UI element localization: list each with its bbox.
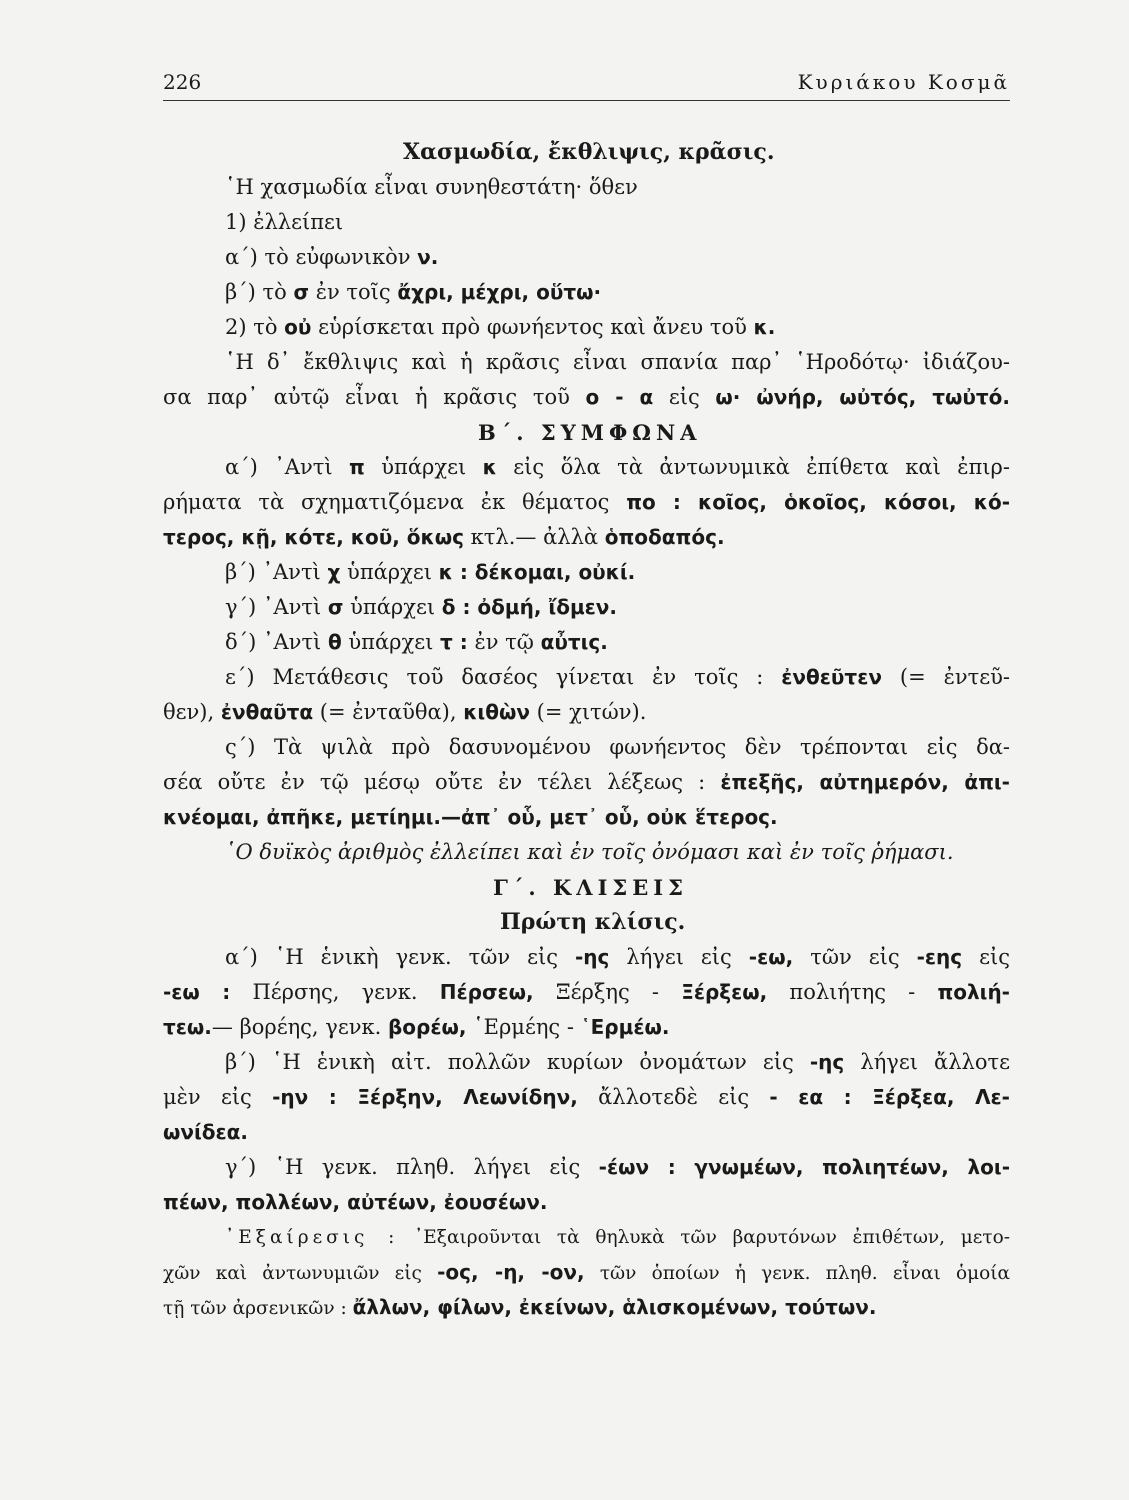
page-body xyxy=(163,135,1010,1325)
text-line: α΄) ῾Η ἑνικὴ γενκ. τῶν εἰς -ης λήγει εἰς -εω, τῶν εἰς -εης εἰς xyxy=(225,945,1010,969)
text-line: α΄) τὸ εὐφωνικὸν ν. xyxy=(225,245,439,269)
text-line: δ΄) ᾽Αντὶ θ ὑπάρχει τ : ἐν τῷ αὖτις. xyxy=(225,630,608,654)
text-line: β΄) ῾Η ἑνικὴ αἰτ. πολλῶν κυρίων ὀνομάτων εἰς -ης λήγει ἄλλοτε xyxy=(225,1050,1010,1074)
text-line: -εω : Πέρσης, γενκ. Πέρσεω, Ξέρξης - Ξέρξεω, πολιήτης - πολιή- xyxy=(163,980,1010,1004)
section-title-declensions: Γ΄. ΚΛΙΣΕΙΣ xyxy=(493,875,688,900)
text-line: θεν), ἐνθαῦτα (= ἐνταῦθα), κιθὼν (= χιτών). xyxy=(163,700,647,724)
text-line: ε΄) Μετάθεσις τοῦ δασέος γίνεται ἐν τοῖς : ἐνθεῦτεν (= ἐντεῦ- xyxy=(225,665,1010,689)
text-line: σα παρ᾽ αὐτῷ εἶναι ἡ κρᾶσις τοῦ ο - α εἰς ω· ὠνήρ, ωὐτός, τωὐτό. xyxy=(163,385,1010,409)
text-line: μὲν εἰς -ην : Ξέρξην, Λεωνίδην, ἄλλοτεδὲ εἰς - εα : Ξέρξεα, Λε- xyxy=(163,1085,1010,1109)
text-line: γ΄) ᾽Αντὶ σ ὑπάρχει δ : ὀδμή, ἴδμεν. xyxy=(225,595,618,619)
text-line: ῾Ο δυϊκὸς ἀριθμὸς ἐλλείπει καὶ ἐν τοῖς ὀνόμασι καὶ ἐν τοῖς ῥήμασι. xyxy=(225,840,954,864)
header-rule xyxy=(163,100,1010,101)
text-line: τερος, κῇ, κότε, κοῦ, ὅκως κτλ.— ἀλλὰ ὁποδαπός. xyxy=(163,525,725,549)
text-line: ωνίδεα. xyxy=(163,1120,249,1144)
text-line: πέων, πολλέων, αὐτέων, ἐουσέων. xyxy=(163,1190,548,1214)
text-line: τῇ τῶν ἀρσενικῶν : ἄλλων, φίλων, ἐκείνων, ἁλισκομένων, τούτων. xyxy=(163,1295,877,1319)
text-line: ρήματα τὰ σχηματιζόμενα ἐκ θέματος πο : κοῖος, ὁκοῖος, κόσοι, κό- xyxy=(163,490,1010,514)
text-line: τεω.— βορέης, γενκ. βορέω, ῾Ερμέης - ῾Ερμέω. xyxy=(163,1015,670,1039)
page-header xyxy=(163,70,1010,98)
text-line: β΄) ᾽Αντὶ χ ὑπάρχει κ : δέκομαι, οὐκί. xyxy=(225,560,636,584)
text-line: κνέομαι, ἀπῆκε, μετίημι.—ἀπ᾽ οὗ, μετ᾽ οὗ, οὐκ ἕτερος. xyxy=(163,805,778,829)
subsection-title-first-declension: Πρώτη κλίσις. xyxy=(500,909,686,935)
text-line: β΄) τὸ σ ἐν τοῖς ἄχρι, μέχρι, οὕτω· xyxy=(225,280,602,304)
text-line: ῾Η δ᾽ ἔκθλιψις καὶ ἡ κρᾶσις εἶναι σπανία παρ᾽ ῾Ηροδότῳ· ἰδιάζου- xyxy=(225,350,1010,374)
text-line: ῾Η χασμωδία εἶναι συνηθεστάτη· ὅθεν xyxy=(225,175,638,199)
text-line: 1) ἐλλείπει xyxy=(225,210,344,234)
text-line: ς΄) Τὰ ψιλὰ πρὸ δασυνομένου φωνήεντος δὲν τρέπονται εἰς δα- xyxy=(225,735,1010,759)
text-line: α΄) ᾽Αντὶ π ὑπάρχει κ εἰς ὅλα τὰ ἀντωνυμικὰ ἐπίθετα καὶ ἐπιρ- xyxy=(225,455,1010,479)
text-line: ᾽Εξαίρεσις : ᾽Εξαιροῦνται τὰ θηλυκὰ τῶν βαρυτόνων ἐπιθέτων, μετο- xyxy=(225,1227,1010,1248)
text-line: 2) τὸ οὐ εὑρίσκεται πρὸ φωνήεντος καὶ ἄνευ τοῦ κ. xyxy=(225,315,776,339)
text-line: χῶν καὶ ἀντωνυμιῶν εἰς -ος, -η, -ον, τῶν ὁποίων ἡ γενκ. πληθ. εἶναι ὁμοία xyxy=(163,1260,1010,1284)
section-title-hiatus: Χασμωδία, ἔκθλιψις, κρᾶσις. xyxy=(403,139,775,165)
text-line: σέα οὔτε ἐν τῷ μέσῳ οὔτε ἐν τέλει λέξεως : ἐπεξῆς, αὐτημερόν, ἀπι- xyxy=(163,770,1010,794)
running-head: Κυριάκου Κοσμᾶ xyxy=(797,70,1010,94)
text-line: γ΄) ῾Η γενκ. πληθ. λήγει εἰς -έων : γνωμέων, πολιητέων, λοι- xyxy=(225,1155,1010,1179)
section-title-consonants: Β΄. ΣΥΜΦΩΝΑ xyxy=(478,420,702,445)
page-number: 226 xyxy=(163,70,202,94)
